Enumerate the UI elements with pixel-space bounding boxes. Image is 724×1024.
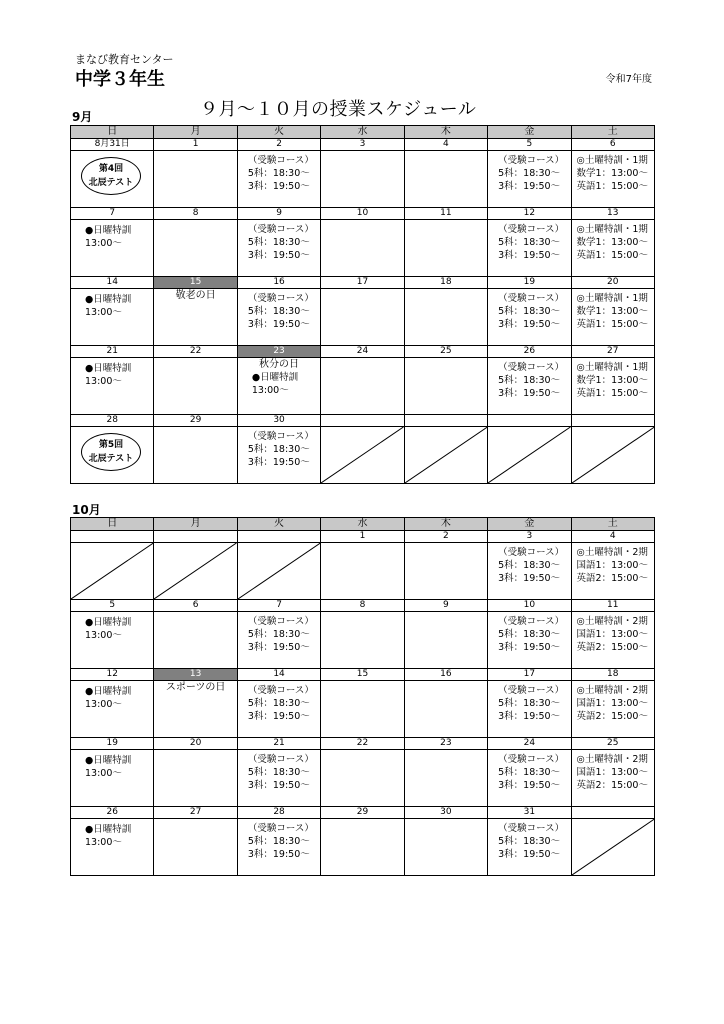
date-number: 16 [404, 669, 487, 681]
date-number: 22 [321, 738, 404, 750]
date-number: 4 [571, 531, 654, 543]
day-cell [571, 819, 654, 876]
day-cell [237, 819, 320, 876]
juken-line: 3科：19:50～ [247, 457, 310, 468]
sat_sept-line: ◎土曜特訓・1期 [576, 224, 648, 235]
day-cell [154, 427, 237, 484]
day-cell [237, 427, 320, 484]
day-cell [71, 612, 154, 669]
juken-line: （受験コース） [498, 155, 565, 166]
organization-name: まなび教育センター [75, 53, 174, 66]
slash-line [238, 543, 320, 599]
slash-line [572, 819, 654, 875]
day-cell [71, 681, 154, 738]
juken-line: 5科：18:30～ [498, 629, 561, 640]
juken-line: 3科：19:50～ [498, 181, 561, 192]
date-number: 4 [404, 139, 487, 151]
juken-line: 3科：19:50～ [498, 642, 561, 653]
sat_sept-line: 英語1：15:00～ [576, 181, 648, 192]
weekday-header: 土 [571, 126, 654, 139]
day-cell [404, 750, 487, 807]
date-number: 29 [321, 807, 404, 819]
date-number: 1 [321, 531, 404, 543]
sunday-line: 13:00～ [85, 376, 122, 387]
badge-text: 第5回 [98, 440, 124, 450]
day-cell [237, 612, 320, 669]
juken-line: 5科：18:30～ [498, 306, 561, 317]
sat_sept-line: ◎土曜特訓・1期 [576, 155, 648, 166]
day-cell [571, 151, 654, 208]
sat_sept-line: 数学1：13:00～ [576, 375, 648, 386]
date-number: 18 [404, 277, 487, 289]
weekday-header: 火 [237, 518, 320, 531]
day-cell [404, 819, 487, 876]
day-cell [71, 750, 154, 807]
juken-line: （受験コース） [247, 224, 314, 235]
date-number: 9 [404, 600, 487, 612]
day-cell [404, 358, 487, 415]
date-number: 8 [154, 208, 237, 220]
day-cell [321, 681, 404, 738]
sat_oct-line: 英語2：15:00～ [576, 711, 648, 722]
day-cell [571, 358, 654, 415]
day-cell [571, 750, 654, 807]
date-number [404, 415, 487, 427]
weekday-header: 木 [404, 126, 487, 139]
sat_oct-line: 国語1：13:00～ [576, 629, 648, 640]
day-cell [154, 750, 237, 807]
badge-text: 第4回 [98, 164, 124, 174]
juken-line: （受験コース） [498, 293, 565, 304]
juken-line: 5科：18:30～ [498, 375, 561, 386]
date-number: 29 [154, 415, 237, 427]
juken-line: 5科：18:30～ [247, 444, 310, 455]
juken-line: 3科：19:50～ [247, 181, 310, 192]
day-cell [488, 151, 571, 208]
date-number: 18 [571, 669, 654, 681]
day-cell [71, 358, 154, 415]
sat_oct-line: 英語2：15:00～ [576, 573, 648, 584]
day-cell [321, 543, 404, 600]
juken-line: （受験コース） [247, 431, 314, 442]
date-number: 27 [154, 807, 237, 819]
sunday-line: 13:00～ [85, 630, 122, 641]
sunday-line: 13:00～ [85, 837, 122, 848]
day-cell [321, 220, 404, 277]
day-cell [321, 289, 404, 346]
holiday-name: 秋分の日 [259, 359, 300, 370]
juken-line: （受験コース） [498, 754, 565, 765]
no-class-slash [154, 543, 236, 599]
juken-line: 3科：19:50～ [498, 573, 561, 584]
slash-line [71, 543, 153, 599]
day-cell [571, 612, 654, 669]
slash-line [405, 427, 487, 483]
date-number: 21 [237, 738, 320, 750]
day-cell [404, 427, 487, 484]
juken-line: （受験コース） [498, 685, 565, 696]
day-cell [571, 220, 654, 277]
day-cell [404, 543, 487, 600]
weekday-header: 水 [321, 126, 404, 139]
sunday-line: ●日曜特訓 [85, 363, 132, 374]
day-cell [321, 427, 404, 484]
day-cell [404, 289, 487, 346]
day-cell [404, 681, 487, 738]
juken-line: （受験コース） [498, 224, 565, 235]
september-calendar [70, 125, 655, 484]
page-title: ９月～１０月の授業スケジュール [200, 99, 477, 120]
date-number: 14 [237, 669, 320, 681]
sunday-line: ●日曜特訓 [85, 824, 132, 835]
day-cell [154, 151, 237, 208]
date-number: 3 [321, 139, 404, 151]
slash-line [321, 427, 403, 483]
sunday-line: 13:00～ [85, 768, 122, 779]
sunday-line: ●日曜特訓 [85, 755, 132, 766]
date-number: 6 [154, 600, 237, 612]
juken-line: 5科：18:30～ [247, 168, 310, 179]
date-number: 6 [571, 139, 654, 151]
juken-line: 5科：18:30～ [498, 836, 561, 847]
date-number: 15 [154, 277, 237, 289]
juken-line: （受験コース） [498, 547, 565, 558]
date-number: 23 [404, 738, 487, 750]
sat_sept-line: ◎土曜特訓・1期 [576, 293, 648, 304]
juken-line: 3科：19:50～ [247, 319, 310, 330]
juken-line: （受験コース） [247, 155, 314, 166]
slash-line [572, 427, 654, 483]
date-number: 26 [488, 346, 571, 358]
day-cell [321, 358, 404, 415]
september-label: 9月 [72, 110, 93, 124]
date-number: 25 [571, 738, 654, 750]
juken-line: 3科：19:50～ [247, 849, 310, 860]
day-cell [488, 220, 571, 277]
juken-line: 5科：18:30～ [498, 698, 561, 709]
no-class-slash [405, 427, 487, 483]
sat_oct-line: ◎土曜特訓・2期 [576, 685, 648, 696]
date-number: 12 [488, 208, 571, 220]
day-cell [71, 427, 154, 484]
sunday-line: ●日曜特訓 [85, 617, 132, 628]
day-cell [154, 220, 237, 277]
date-number: 14 [71, 277, 154, 289]
no-class-slash [238, 543, 320, 599]
day-cell [571, 427, 654, 484]
weekday-header: 金 [488, 518, 571, 531]
juken-line: （受験コース） [247, 616, 314, 627]
date-number: 30 [404, 807, 487, 819]
date-number: 7 [237, 600, 320, 612]
sat_oct-line: 国語1：13:00～ [576, 698, 648, 709]
juken-line: 3科：19:50～ [247, 711, 310, 722]
date-number: 5 [71, 600, 154, 612]
day-cell [488, 612, 571, 669]
date-number [571, 807, 654, 819]
date-number: 13 [571, 208, 654, 220]
day-cell [571, 681, 654, 738]
weekday-header: 火 [237, 126, 320, 139]
sat_oct-line: ◎土曜特訓・2期 [576, 754, 648, 765]
sat_sept-line: 数学1：13:00～ [576, 237, 648, 248]
date-number: 10 [488, 600, 571, 612]
juken-line: 5科：18:30～ [247, 836, 310, 847]
date-number: 15 [321, 669, 404, 681]
date-number: 8月31日 [71, 139, 154, 151]
sunday-line: ●日曜特訓 [85, 686, 132, 697]
date-number: 12 [71, 669, 154, 681]
day-cell [404, 220, 487, 277]
badge-text: 北辰テスト [88, 178, 134, 188]
date-number: 17 [321, 277, 404, 289]
weekday-header: 水 [321, 518, 404, 531]
date-number: 9 [237, 208, 320, 220]
sat_sept-line: 数学1：13:00～ [576, 168, 648, 179]
day-cell [154, 819, 237, 876]
juken-line: （受験コース） [247, 685, 314, 696]
sunday-line: 13:00～ [85, 238, 122, 249]
day-cell [404, 612, 487, 669]
sat_oct-line: 英語2：15:00～ [576, 780, 648, 791]
date-number: 16 [237, 277, 320, 289]
slash-line [488, 427, 570, 483]
day-cell [488, 681, 571, 738]
date-number: 13 [154, 669, 237, 681]
juken-line: 5科：18:30～ [247, 767, 310, 778]
date-number: 11 [571, 600, 654, 612]
fiscal-year: 令和7年度 [605, 74, 652, 85]
day-cell [154, 681, 237, 738]
hokushin-test-badge [81, 433, 141, 471]
juken-line: （受験コース） [247, 754, 314, 765]
weekday-header: 土 [571, 518, 654, 531]
no-class-slash [572, 427, 654, 483]
date-number: 25 [404, 346, 487, 358]
juken-line: 5科：18:30～ [247, 629, 310, 640]
day-cell [71, 819, 154, 876]
day-cell [71, 289, 154, 346]
date-number [154, 531, 237, 543]
day-cell [71, 151, 154, 208]
sunday-line: ●日曜特訓 [85, 294, 132, 305]
day-cell [321, 151, 404, 208]
day-cell [571, 543, 654, 600]
juken-line: 3科：19:50～ [498, 780, 561, 791]
sat_oct-line: 国語1：13:00～ [576, 560, 648, 571]
sat_sept-line: ◎土曜特訓・1期 [576, 362, 648, 373]
day-cell [237, 151, 320, 208]
weekday-header: 金 [488, 126, 571, 139]
juken-line: 3科：19:50～ [498, 388, 561, 399]
date-number: 17 [488, 669, 571, 681]
juken-line: 3科：19:50～ [498, 319, 561, 330]
juken-line: 5科：18:30～ [247, 237, 310, 248]
hokushin-test-badge [81, 157, 141, 195]
sat_sept-line: 英語1：15:00～ [576, 388, 648, 399]
date-number: 11 [404, 208, 487, 220]
day-cell [237, 543, 320, 600]
sunday-line: 13:00～ [85, 307, 122, 318]
sunday-line: 13:00～ [251, 385, 289, 396]
sat_oct-line: ◎土曜特訓・2期 [576, 616, 648, 627]
day-cell [71, 543, 154, 600]
juken-line: 5科：18:30～ [247, 698, 310, 709]
date-number: 19 [71, 738, 154, 750]
date-number: 3 [488, 531, 571, 543]
date-number [488, 415, 571, 427]
day-cell [488, 289, 571, 346]
day-cell [154, 543, 237, 600]
weekday-header: 木 [404, 518, 487, 531]
day-cell [237, 289, 320, 346]
juken-line: 5科：18:30～ [498, 168, 561, 179]
badge-text: 北辰テスト [88, 454, 134, 464]
date-number: 31 [488, 807, 571, 819]
date-number: 20 [154, 738, 237, 750]
sunday-line: 13:00～ [85, 699, 122, 710]
date-number: 20 [571, 277, 654, 289]
date-number: 2 [404, 531, 487, 543]
date-number: 21 [71, 346, 154, 358]
sat_sept-line: 数学1：13:00～ [576, 306, 648, 317]
juken-line: 5科：18:30～ [498, 237, 561, 248]
juken-line: 5科：18:30～ [498, 767, 561, 778]
day-cell [154, 612, 237, 669]
sat_oct-line: ◎土曜特訓・2期 [576, 547, 648, 558]
date-number [571, 415, 654, 427]
juken-line: 3科：19:50～ [498, 711, 561, 722]
day-cell [154, 289, 237, 346]
holiday-name: スポーツの日 [165, 682, 226, 693]
day-cell [488, 819, 571, 876]
no-class-slash [488, 427, 570, 483]
juken-line: 3科：19:50～ [498, 849, 561, 860]
day-cell [488, 358, 571, 415]
sat_sept-line: 英語1：15:00～ [576, 319, 648, 330]
date-number: 8 [321, 600, 404, 612]
date-number [321, 415, 404, 427]
sunday-line: ●日曜特訓 [85, 225, 132, 236]
date-number: 22 [154, 346, 237, 358]
date-number: 23 [237, 346, 320, 358]
weekday-header: 月 [154, 518, 237, 531]
juken-line: （受験コース） [247, 293, 314, 304]
day-cell [571, 289, 654, 346]
holiday-name: 敬老の日 [175, 290, 216, 301]
juken-line: （受験コース） [498, 616, 565, 627]
date-number: 26 [71, 807, 154, 819]
no-class-slash [572, 819, 654, 875]
day-cell [321, 612, 404, 669]
day-cell [71, 220, 154, 277]
date-number: 28 [237, 807, 320, 819]
date-number [71, 531, 154, 543]
juken-line: 3科：19:50～ [247, 780, 310, 791]
day-cell [237, 358, 320, 415]
juken-line: 5科：18:30～ [498, 560, 561, 571]
day-cell [321, 750, 404, 807]
october-label: 10月 [72, 503, 101, 517]
juken-line: 3科：19:50～ [498, 250, 561, 261]
day-cell [488, 543, 571, 600]
juken-line: （受験コース） [498, 823, 565, 834]
day-cell [237, 681, 320, 738]
day-cell [488, 750, 571, 807]
date-number: 28 [71, 415, 154, 427]
date-number: 5 [488, 139, 571, 151]
date-number: 2 [237, 139, 320, 151]
day-cell [237, 220, 320, 277]
juken-line: 5科：18:30～ [247, 306, 310, 317]
sunday-line: ●日曜特訓 [251, 372, 299, 383]
day-cell [237, 750, 320, 807]
juken-line: （受験コース） [247, 823, 314, 834]
sat_oct-line: 国語1：13:00～ [576, 767, 648, 778]
slash-line [154, 543, 236, 599]
sat_sept-line: 英語1：15:00～ [576, 250, 648, 261]
date-number: 7 [71, 208, 154, 220]
date-number: 27 [571, 346, 654, 358]
date-number [237, 531, 320, 543]
juken-line: 3科：19:50～ [247, 250, 310, 261]
juken-line: （受験コース） [498, 362, 565, 373]
weekday-header: 日 [71, 126, 154, 139]
grade-title: 中学３年生 [75, 69, 165, 90]
sat_oct-line: 英語2：15:00～ [576, 642, 648, 653]
day-cell [404, 151, 487, 208]
day-cell [154, 358, 237, 415]
juken-line: 3科：19:50～ [247, 642, 310, 653]
day-cell [488, 427, 571, 484]
weekday-header: 日 [71, 518, 154, 531]
date-number: 19 [488, 277, 571, 289]
no-class-slash [321, 427, 403, 483]
october-calendar [70, 517, 655, 876]
no-class-slash [71, 543, 153, 599]
day-cell [321, 819, 404, 876]
date-number: 24 [321, 346, 404, 358]
date-number: 24 [488, 738, 571, 750]
weekday-header: 月 [154, 126, 237, 139]
date-number: 1 [154, 139, 237, 151]
date-number: 30 [237, 415, 320, 427]
date-number: 10 [321, 208, 404, 220]
